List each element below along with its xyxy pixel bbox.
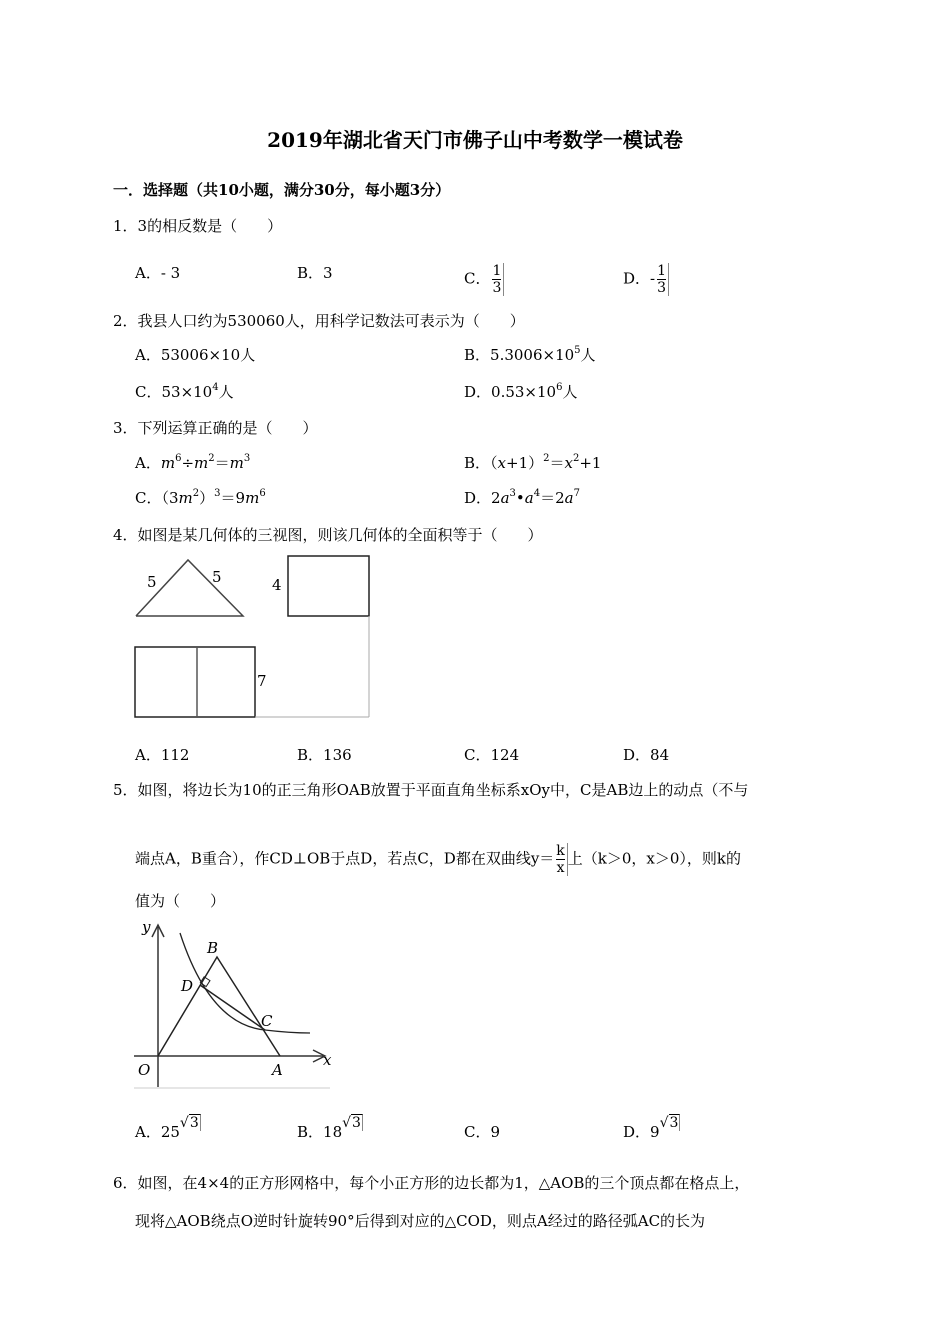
q4-option-b: B．136: [297, 746, 352, 764]
t: 人: [218, 383, 234, 401]
sqrt: √3: [659, 1115, 679, 1131]
t: C．（3: [135, 489, 179, 507]
label-5-left: 5: [147, 573, 157, 591]
sqrt: √3: [179, 1115, 199, 1131]
numerator: 1: [492, 263, 502, 279]
question-5-line1: 5．如图，将边长为10的正三角形OAB放置于平面直角坐标系xOy中，C是AB边上的动点（不与: [113, 781, 749, 799]
label-x: x: [323, 1051, 332, 1069]
q1-option-c-label: C．: [464, 269, 491, 288]
three-views-figure: [130, 550, 380, 730]
t: 6: [175, 453, 182, 464]
q3-option-b: [464, 453, 601, 473]
t: m: [178, 489, 193, 507]
t: 3: [214, 488, 221, 499]
question-2-stem: 2．我县人口约为530060人，用科学记数法可表示为（ ）: [113, 312, 525, 330]
t: a: [500, 489, 510, 507]
question-5-line3: 值为（ ）: [135, 892, 226, 910]
top-view-rect: [135, 647, 255, 717]
label-o: O: [138, 1061, 151, 1079]
side-view-rect: [288, 556, 369, 616]
t: D．2: [464, 489, 501, 507]
t: ＝9: [220, 489, 246, 507]
label-a: A: [272, 1061, 283, 1079]
t: +1）: [506, 454, 544, 472]
t: 7: [573, 488, 580, 499]
t: D．9: [623, 1123, 660, 1141]
t: 2: [192, 488, 200, 499]
radicand: 3: [352, 1115, 361, 1131]
t: C．53×10: [135, 383, 213, 401]
q2-option-d: [464, 382, 577, 402]
t: 2: [543, 453, 550, 464]
q2-option-c: [135, 382, 234, 402]
t: ）: [199, 489, 215, 507]
q3-option-d: [464, 488, 580, 508]
t: 人: [580, 346, 596, 364]
sqrt: √3: [342, 1115, 361, 1131]
t: a: [564, 489, 574, 507]
t: 2: [208, 453, 215, 464]
t: B．18: [297, 1123, 343, 1141]
label-c: C: [261, 1012, 273, 1030]
segment-cd: [200, 985, 265, 1030]
q5-option-b: [297, 1115, 363, 1143]
t: 4: [533, 488, 541, 499]
page-title: 2019年湖北省天门市佛子山中考数学一模试卷: [267, 128, 683, 152]
exponent: 6: [556, 382, 563, 393]
t: m: [160, 454, 176, 472]
hyperbola-curve: [180, 933, 310, 1033]
t: 上（k＞0，x＞0），则k的: [567, 849, 742, 868]
label-5-right: 5: [212, 568, 222, 586]
exponent: 5: [574, 345, 581, 356]
fraction-k-over-x: [554, 843, 567, 876]
question-4-stem: 4．如图是某几何体的三视图，则该几何体的全面积等于（ ）: [113, 526, 543, 544]
t: m: [229, 454, 244, 472]
q2-option-b: [464, 345, 596, 365]
t: m: [194, 454, 209, 472]
denominator: 3: [657, 280, 667, 296]
q4-option-a: A．112: [135, 746, 190, 764]
t: ＝: [549, 454, 565, 472]
q5-option-c: C．9: [464, 1123, 501, 1141]
question-3-stem: 3．下列运算正确的是（ ）: [113, 419, 318, 437]
t: B．（: [464, 454, 498, 472]
numerator: k: [556, 843, 565, 859]
t: 6: [259, 488, 266, 499]
q3-option-a: [135, 453, 250, 473]
t: A．: [135, 454, 161, 472]
t: m: [245, 489, 260, 507]
q4-option-c: C．124: [464, 746, 520, 764]
q2-option-a: A．53006×10人: [135, 346, 256, 364]
coordinate-figure: [130, 915, 340, 1095]
exponent: 4: [212, 382, 219, 393]
t: a: [524, 489, 534, 507]
t: •: [515, 489, 525, 507]
question-5-line2: [135, 843, 741, 876]
q5-option-a: [135, 1115, 201, 1143]
t: 2: [572, 453, 580, 464]
q5-option-d: [623, 1115, 680, 1143]
label-d: D: [181, 977, 194, 995]
question-6-line2: 现将△AOB绕点O逆时针旋转90°后得到对应的△COD，则点A经过的路径弧AC的长为: [135, 1212, 706, 1230]
q1-option-b: B．3: [297, 264, 333, 282]
q1-option-d-label: D．-: [623, 269, 656, 288]
t: ＝2: [540, 489, 565, 507]
q1-option-a: A．- 3: [135, 264, 181, 282]
t: 人: [562, 383, 578, 401]
fraction: [490, 263, 504, 296]
denominator: x: [556, 860, 565, 876]
t: 3: [243, 453, 251, 464]
t: A．25: [135, 1123, 180, 1141]
numerator: 1: [657, 263, 667, 279]
t: ＝: [214, 454, 230, 472]
radicand: 3: [669, 1115, 679, 1131]
t: x: [564, 454, 573, 472]
label-7: 7: [257, 672, 267, 690]
question-1-stem: 1．3的相反数是（ ）: [113, 217, 283, 235]
label-4: 4: [272, 576, 282, 594]
label-y: y: [142, 918, 151, 936]
q1-option-d: [623, 263, 669, 296]
section-heading: 一．选择题（共10小题，满分30分，每小题3分）: [113, 181, 451, 199]
label-b: B: [207, 939, 219, 957]
denominator: 3: [492, 280, 502, 296]
t: 端点A，B重合），作CD⊥OB于点D，若点C，D都在双曲线y＝: [135, 849, 555, 868]
q3-option-c: [135, 488, 266, 508]
t: x: [497, 454, 506, 472]
t: B．5.3006×10: [464, 346, 575, 364]
question-6-line1: 6．如图，在4×4的正方形网格中，每个小正方形的边长都为1，△AOB的三个顶点都在格点上，: [113, 1174, 750, 1192]
t: 3: [509, 488, 516, 499]
t: +1: [579, 454, 602, 472]
t: ÷: [181, 454, 195, 472]
radicand: 3: [189, 1115, 199, 1131]
q4-option-d: D．84: [623, 746, 670, 764]
t: D．0.53×10: [464, 383, 557, 401]
q1-option-c: [464, 263, 504, 296]
fraction: [655, 263, 669, 296]
